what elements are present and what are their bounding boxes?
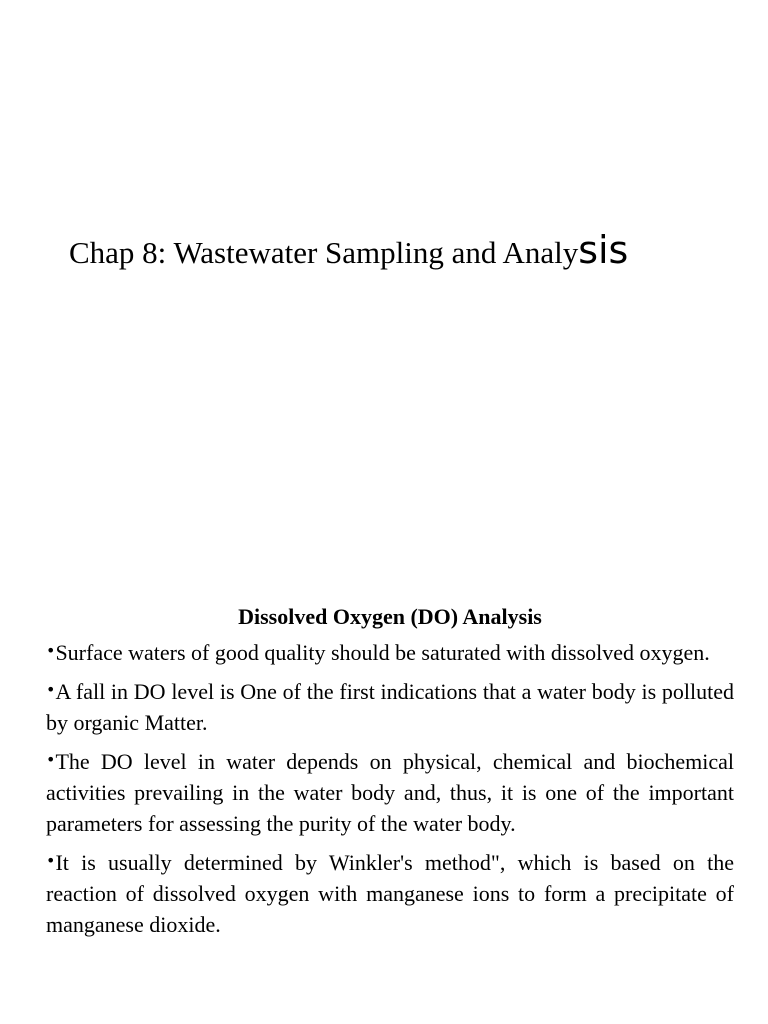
bullet-item: [46, 845, 734, 940]
bullet-icon: •: [46, 750, 56, 769]
bullet-text: A fall in DO level is One of the first indications that a water body is polluted by organic Matter.: [46, 679, 734, 735]
bullet-text: Surface waters of good quality should be saturated with dissolved oxygen.: [55, 640, 710, 665]
bullet-item: [46, 674, 734, 738]
bullet-item: [46, 635, 734, 668]
bullet-text: It is usually determined by Winkler's method", which is based on the reaction of dissolved oxygen with manganese ions to form a precipitate of manganese dioxide.: [46, 850, 734, 937]
page-title-main: Chap 8: Wastewater Sampling and Analy: [69, 235, 579, 270]
bullet-icon: •: [46, 680, 56, 699]
content-section: [46, 602, 734, 946]
bullet-text: The DO level in water depends on physical, chemical and biochemical activities prevailing in the water body and, thus, it is one of the important parameters for assessing the purity of the water body.: [46, 749, 734, 836]
page-title: [69, 226, 628, 277]
bullet-icon: •: [46, 851, 56, 870]
bullet-item: [46, 744, 734, 839]
section-heading: Dissolved Oxygen (DO) Analysis: [238, 604, 542, 629]
bullet-icon: •: [46, 641, 56, 660]
page-title-tail: sis: [578, 228, 629, 272]
